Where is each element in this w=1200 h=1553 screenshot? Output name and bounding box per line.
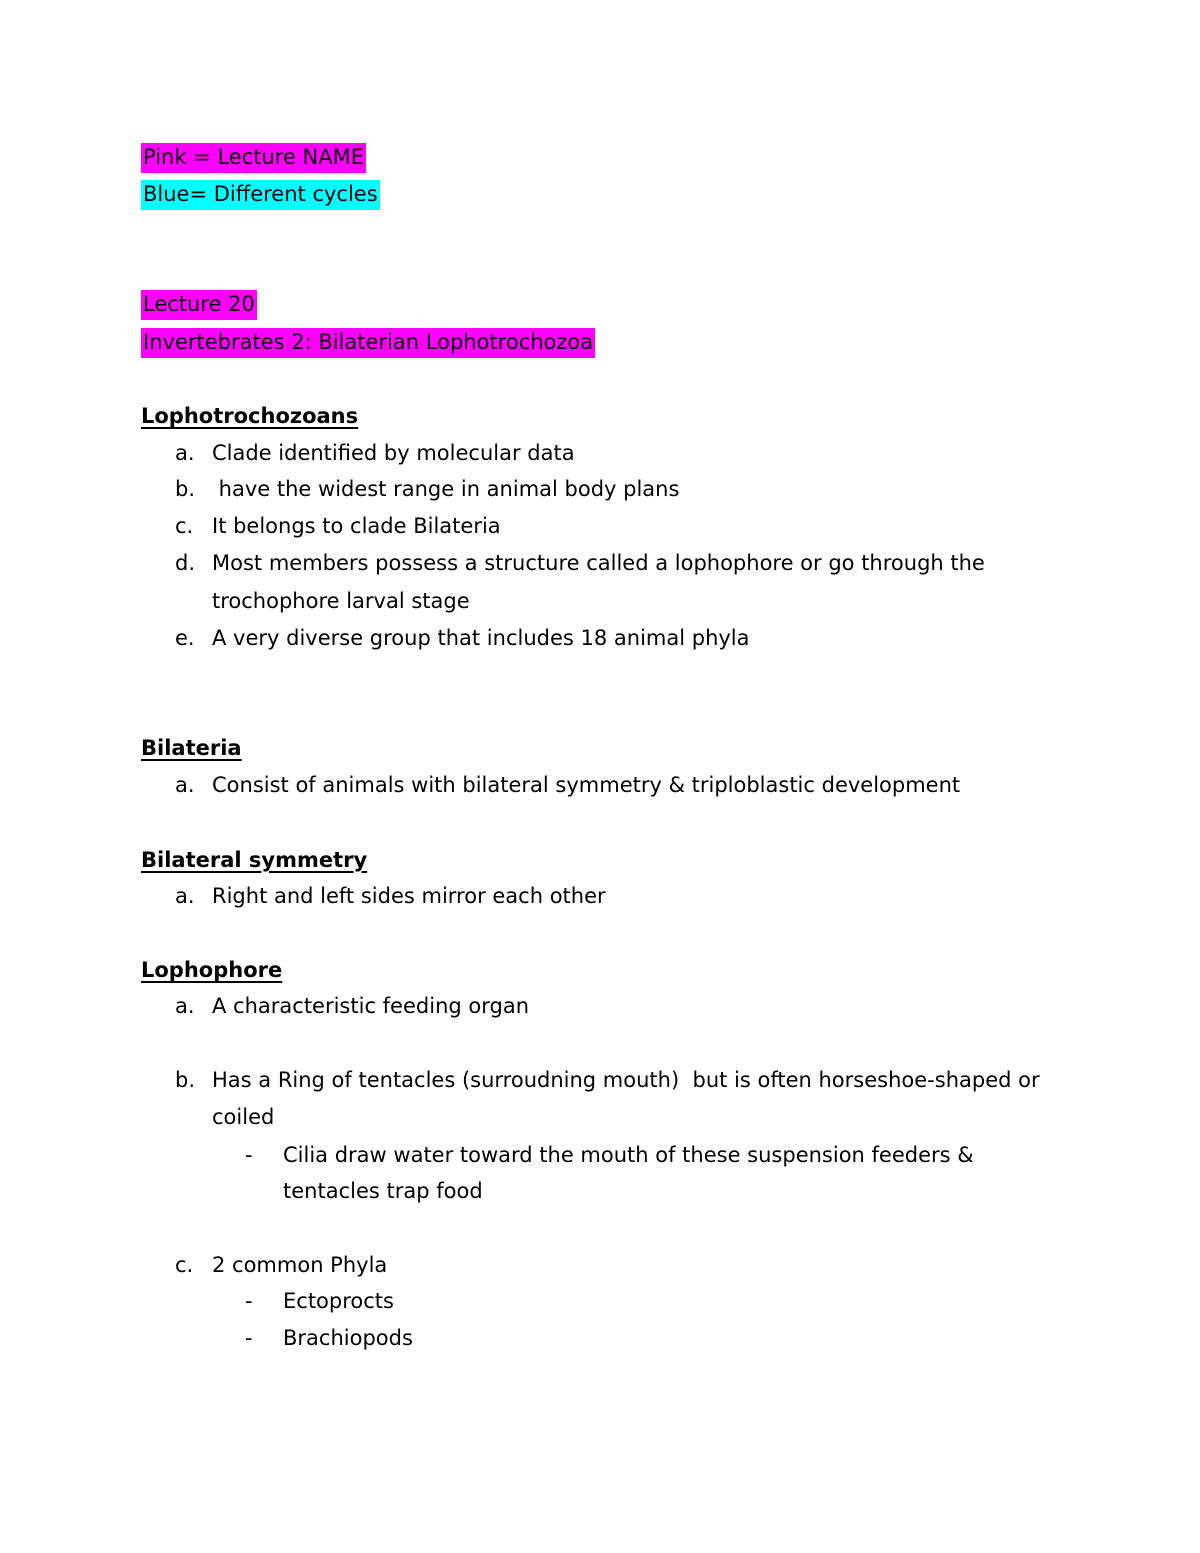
list-marker: c. xyxy=(175,514,194,538)
sub-list-text: Brachiopods xyxy=(283,1326,413,1350)
sub-list-text: Ectoprocts xyxy=(283,1289,394,1313)
list-text: It belongs to clade Bilateria xyxy=(212,514,501,538)
list-text: Clade identified by molecular data xyxy=(212,441,575,465)
list-text: Right and left sides mirror each other xyxy=(212,884,606,908)
list-text: trochophore larval stage xyxy=(212,589,470,613)
list-text: A characteristic feeding organ xyxy=(212,994,529,1018)
sub-list-marker: - xyxy=(245,1143,253,1167)
list-text: coiled xyxy=(212,1105,275,1129)
list-text: Most members possess a structure called a lophophore or go through the xyxy=(212,551,985,575)
list-marker: a. xyxy=(175,884,195,908)
list-text: have the widest range in animal body plans xyxy=(212,477,680,501)
list-text: A very diverse group that includes 18 animal phyla xyxy=(212,626,750,650)
list-marker: e. xyxy=(175,626,195,650)
heading-bilateral-symmetry: Bilateral symmetry xyxy=(141,848,368,872)
lecture-number-text: Lecture 20 xyxy=(141,290,257,320)
list-text: 2 common Phyla xyxy=(212,1253,388,1277)
legend-pink xyxy=(141,142,366,172)
list-marker: d. xyxy=(175,551,196,575)
lecture-number xyxy=(141,289,257,319)
sub-list-marker: - xyxy=(245,1326,253,1350)
lecture-title-text: Invertebrates 2: Bilaterian Lophotrochozoa xyxy=(141,328,595,358)
list-marker: c. xyxy=(175,1253,194,1277)
heading-lophotrochozoans: Lophotrochozoans xyxy=(141,404,359,428)
list-marker: a. xyxy=(175,773,195,797)
list-marker: b. xyxy=(175,1068,196,1092)
sub-list-text: tentacles trap food xyxy=(283,1179,483,1203)
legend-pink-text: Pink = Lecture NAME xyxy=(141,143,366,173)
list-marker: b. xyxy=(175,477,196,501)
heading-lophophore: Lophophore xyxy=(141,958,283,982)
legend-blue xyxy=(141,179,380,209)
list-text: Consist of animals with bilateral symmetry & triploblastic development xyxy=(212,773,961,797)
heading-bilateria: Bilateria xyxy=(141,736,242,760)
sub-list-text: Cilia draw water toward the mouth of these suspension feeders & xyxy=(283,1143,974,1167)
lecture-title xyxy=(141,327,595,357)
legend-blue-text: Blue= Different cycles xyxy=(141,180,380,210)
list-marker: a. xyxy=(175,441,195,465)
list-text: Has a Ring of tentacles (surroudning mouth) but is often horseshoe-shaped or xyxy=(212,1068,1040,1092)
list-marker: a. xyxy=(175,994,195,1018)
sub-list-marker: - xyxy=(245,1289,253,1313)
